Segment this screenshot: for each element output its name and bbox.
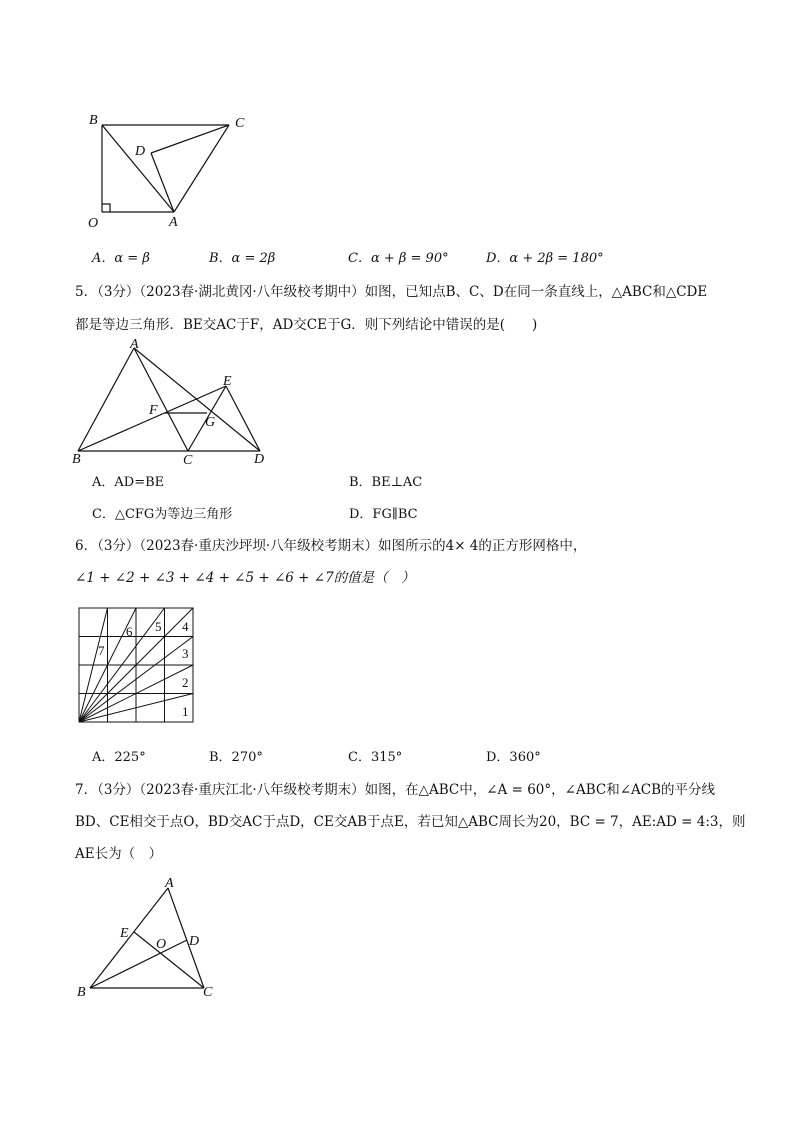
q5-label-a: A xyxy=(130,337,139,352)
q7-label-d: D xyxy=(189,934,200,949)
q5-seg-ed xyxy=(226,386,260,451)
q7-label-a: A xyxy=(165,878,174,891)
q4-seg-ba xyxy=(102,125,174,212)
q4-label-c: C xyxy=(235,116,245,131)
q6-option-b: B．270° xyxy=(209,750,263,765)
q6-angle-label-5: 5 xyxy=(155,619,162,634)
q6-angle-label-7: 7 xyxy=(98,643,105,658)
q4-option-b: B．α = 2β xyxy=(209,251,276,266)
q5-label-f: F xyxy=(149,403,158,418)
q4-option-a: A．α = β xyxy=(92,251,150,266)
q5-stem-line1: 5．（3分）（2023春·湖北黄冈·八年级校考期中）如图，已知点B、C、D在同一条直线上，△ABC和△CDE xyxy=(75,284,708,300)
q7-label-c: C xyxy=(203,985,213,1000)
q5-label-d: D xyxy=(254,452,265,467)
q4-seg-da xyxy=(151,153,174,212)
q6-grid-figure xyxy=(76,605,198,727)
q6-stem-line2: ∠1 + ∠2 + ∠3 + ∠4 + ∠5 + ∠6 + ∠7的值是（ ） xyxy=(75,570,415,586)
q7-stem-line3: AE长为（ ） xyxy=(75,846,163,862)
q5-label-c: C xyxy=(183,453,193,468)
q5-label-b: B xyxy=(72,452,81,467)
q6-option-a: A．225° xyxy=(92,750,146,765)
q6-angle-label-6: 6 xyxy=(126,624,133,639)
q6-angle-label-3: 3 xyxy=(182,646,189,661)
q5-label-g: G xyxy=(205,415,216,430)
q6-option-c: C．315° xyxy=(348,750,403,765)
q5-option-d: D．FG∥BC xyxy=(349,507,418,522)
q4-figure xyxy=(80,105,260,230)
q6-angle-label-1: 1 xyxy=(182,704,189,719)
q5-label-e: E xyxy=(223,374,232,389)
q7-stem-line1: 7．（3分）（2023春·重庆江北·八年级校考期末）如图，在△ABC中，∠A = 60°，∠ABC和∠ACB的平分线 xyxy=(75,782,716,798)
q4-label-a: A xyxy=(169,215,178,230)
q5-seg-ac xyxy=(134,348,188,451)
q6-stem-line1: 6．（3分）（2023春·重庆沙坪坝·八年级校考期末）如图所示的4× 4的正方形网格中， xyxy=(75,538,587,554)
q7-stem-line2: BD、CE相交于点O，BD交AC于点D，CE交AB于点E，若已知△ABC周长为20，BC = 7，AE:AD = 4:3，则 xyxy=(75,814,746,830)
q5-figure xyxy=(66,336,276,468)
q6-option-d: D．360° xyxy=(486,750,541,765)
q4-option-d: D．α + 2β = 180° xyxy=(486,251,604,266)
q5-seg-ba xyxy=(78,348,134,451)
q5-option-b: B．BE⊥AC xyxy=(349,475,423,490)
q4-seg-ca xyxy=(174,125,229,212)
q7-figure xyxy=(74,878,224,1003)
q6-angle-label-4: 4 xyxy=(182,619,189,634)
q4-right-angle-mark xyxy=(102,204,110,212)
q7-label-e: E xyxy=(120,926,129,941)
q5-seg-be xyxy=(78,386,226,451)
q7-label-b: B xyxy=(77,985,86,1000)
q4-label-d: D xyxy=(135,144,146,159)
q5-option-a: A．AD=BE xyxy=(92,475,165,490)
q4-label-o: O xyxy=(88,216,99,230)
q4-label-b: B xyxy=(89,113,98,128)
q4-seg-dc xyxy=(151,125,229,153)
q5-stem-line2: 都是等边三角形．BE交AC于F，AD交CE于G．则下列结论中错误的是( ) xyxy=(75,317,538,333)
q7-label-o: O xyxy=(156,937,167,952)
q6-angle-label-2: 2 xyxy=(182,675,189,690)
q4-option-c: C．α + β = 90° xyxy=(348,251,449,266)
q7-seg-bd xyxy=(90,940,187,988)
q5-option-c: C．△CFG为等边三角形 xyxy=(92,507,233,522)
